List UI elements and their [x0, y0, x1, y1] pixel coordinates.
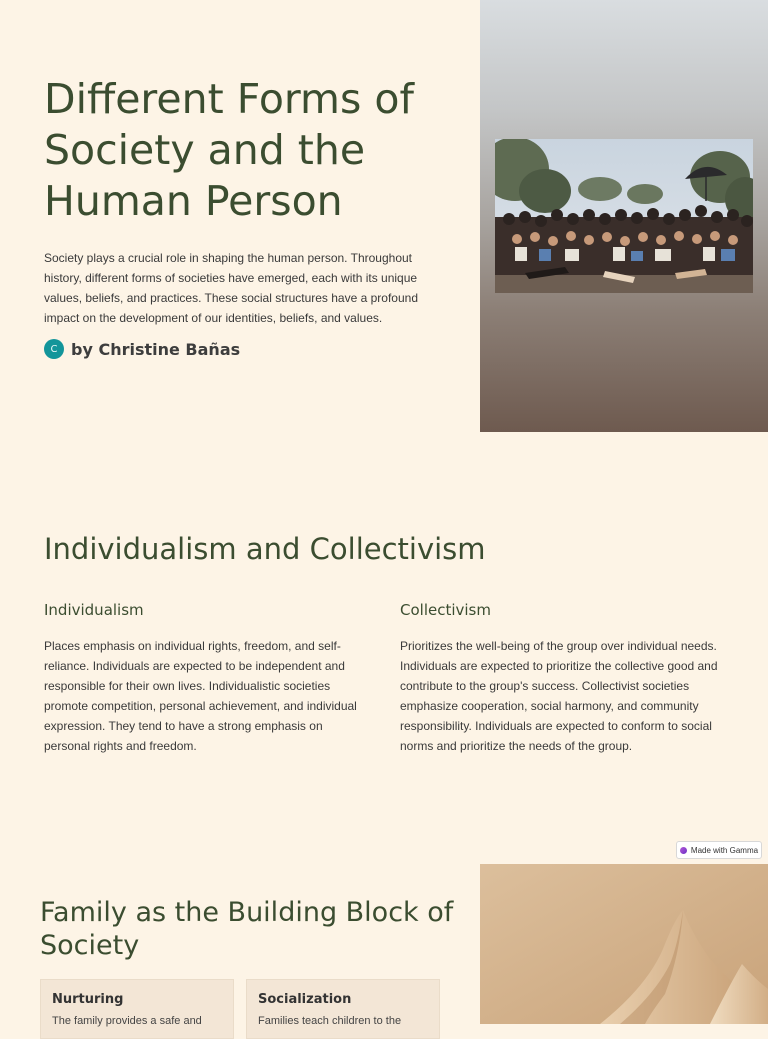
individualism-column: [44, 601, 364, 756]
column-text: Places emphasis on individual rights, freedom, and self-reliance. Individuals are expected to be independent and responsible for their own lives. Individualistic societies promote competition, personal achievement, and individual expression. They tend to have a strong emphasis on personal rights and freedom.: [44, 639, 357, 753]
section-title: Family as the Building Block of Society: [40, 897, 454, 961]
column-heading: Individualism: [44, 601, 144, 619]
page-title: Different Forms of Society and the Human Person: [44, 75, 414, 225]
badge-label: Made with Gamma: [690, 845, 759, 855]
card-text: The family provides a safe and: [52, 1015, 202, 1027]
collectivism-column: [400, 601, 720, 756]
author-byline: [44, 339, 240, 359]
section-title: Individualism and Collectivism: [44, 532, 486, 566]
card-socialization: [246, 979, 440, 1039]
card-nurturing: [40, 979, 234, 1039]
made-with-gamma-badge[interactable]: [676, 841, 762, 859]
card-title: Nurturing: [52, 992, 124, 1007]
author-name: by Christine Bañas: [71, 339, 241, 359]
group-photo: [495, 139, 753, 293]
card-text: Families teach children to the: [258, 1015, 402, 1027]
avatar: C: [44, 339, 64, 359]
column-text: Prioritizes the well-being of the group over individual needs. Individuals are expected to prioritize the collective good and contribute to the group's success. Collectivist societies emphasize cooperation, social harmony, and community responsibility. Individuals are expected to conform to social norms and prioritize the needs of the group.: [400, 639, 718, 753]
decorative-image: [480, 864, 768, 1024]
column-heading: Collectivism: [400, 601, 491, 619]
gamma-logo-icon: [680, 847, 687, 854]
hero-description: Society plays a crucial role in shaping the human person. Throughout history, different forms of societies have emerged, each with its unique values, beliefs, and practices. These social structures have a profound impact on the development of our identities, beliefs, and values.: [44, 251, 418, 325]
card-title: Socialization: [258, 992, 352, 1007]
